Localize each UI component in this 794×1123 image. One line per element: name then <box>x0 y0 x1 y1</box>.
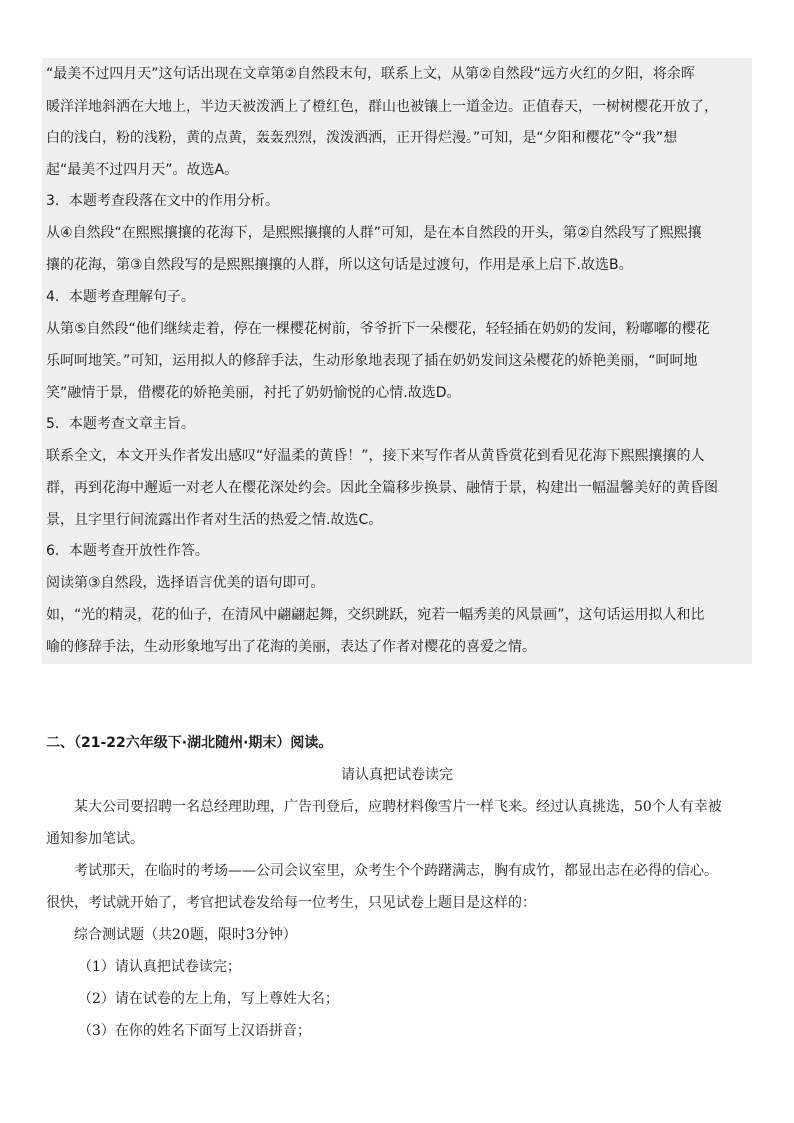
passage-line-2: 通知参加笔试。 <box>46 831 144 847</box>
answer-line-6: 从④自然段“在熙熙攘攘的花海下，是熙熙攘攘的人群”可知，是在本自然段的开头，第②自然段写了熙熙攘 <box>46 225 702 241</box>
answer-line-9: 从第⑤自然段“他们继续走着，停在一棵樱花树前，爷爷折下一朵樱花，轻轻插在奶奶的发间，粉嘟嘟的樱花 <box>46 321 710 337</box>
answer-line-4: 起“最美不过四月天”。故选A。 <box>46 162 239 178</box>
answer-line-14: 群，再到花海中邂逅一对老人在樱花深处约会。因此全篇移步换景、融情于景，构建出一幅温馨美好的黄昏图 <box>46 480 718 496</box>
answer-item-5-heading: 5．本题考查文章主旨。 <box>46 416 195 432</box>
answer-line-15: 景，且字里行间流露出作者对生活的热爱之情.故选C。 <box>46 512 383 528</box>
answer-line-18: 如，“光的精灵，花的仙子，在清风中翩翩起舞，交织跳跃，宛若一幅秀美的风景画”，这句话运用拟人和比 <box>46 607 705 623</box>
test-question-2: （2）请在试卷的左上角，写上尊姓大名； <box>78 991 339 1007</box>
answer-line-19: 喻的修辞手法，生动形象地写出了花海的美丽，表达了作者对樱花的喜爱之情。 <box>46 639 536 655</box>
answer-line-17: 阅读第③自然段，选择语言优美的语句即可。 <box>46 575 325 591</box>
answer-line-11: 笑”融情于景，借樱花的娇艳美丽，衬托了奶奶愉悦的心情.故选D。 <box>46 385 461 401</box>
answer-line-10: 乐呵呵地笑。”可知，运用拟人的修辞手法，生动形象地表现了插在奶奶发间这朵樱花的娇艳美丽，“呵呵地 <box>46 353 698 369</box>
section-heading: 二、（21-22六年级下·湖北随州·期末）阅读。 <box>46 735 333 751</box>
passage-title: 请认真把试卷读完 <box>341 767 453 783</box>
test-title: 综合测试题（共20题，限时3分钟） <box>74 927 297 943</box>
answer-line-1: “最美不过四月天”这句话出现在文章第②自然段末句，联系上文，从第②自然段“远方火红的夕阳，将余晖 <box>46 66 695 82</box>
passage-line-1: 某大公司要招聘一名总经理助理，广告刊登后，应聘材料像雪片一样飞来。经过认真挑选，50个人有幸被 <box>74 799 722 815</box>
answer-item-3-heading: 3．本题考查段落在文中的作用分析。 <box>46 193 279 209</box>
passage-line-4: 很快，考试就开始了，考官把试卷发给每一位考生，只见试卷上题目是这样的： <box>46 895 536 911</box>
test-question-1: （1）请认真把试卷读完； <box>78 959 241 975</box>
answer-item-6-heading: 6．本题考查开放性作答。 <box>46 543 209 559</box>
answer-line-3: 白的浅白，粉的浅粉，黄的点黄，轰轰烈烈，泼泼洒洒，正开得烂漫。”可知，是“夕阳和樱花”令“我”想 <box>46 130 678 146</box>
answer-line-13: 联系全文，本文开头作者发出感叹“好温柔的黄昏！”，接下来写作者从黄昏赏花到看见花海下熙熙攘攘的人 <box>46 448 705 464</box>
passage-line-3: 考试那天，在临时的考场——公司会议室里，众考生个个踌躇满志，胸有成竹，都显出志在必得的信心。 <box>74 863 718 879</box>
answer-line-7: 攘的花海，第③自然段写的是熙熙攘攘的人群，所以这句话是过渡句，作用是承上启下.故选B。 <box>46 257 633 273</box>
answer-item-4-heading: 4．本题考查理解句子。 <box>46 289 195 305</box>
test-question-3: （3）在你的姓名下面写上汉语拼音； <box>78 1023 311 1039</box>
answer-line-2: 暖洋洋地斜洒在大地上，半边天被泼洒上了橙红色，群山也被镶上一道金边。正值春天，一树树樱花开放了， <box>46 99 718 115</box>
